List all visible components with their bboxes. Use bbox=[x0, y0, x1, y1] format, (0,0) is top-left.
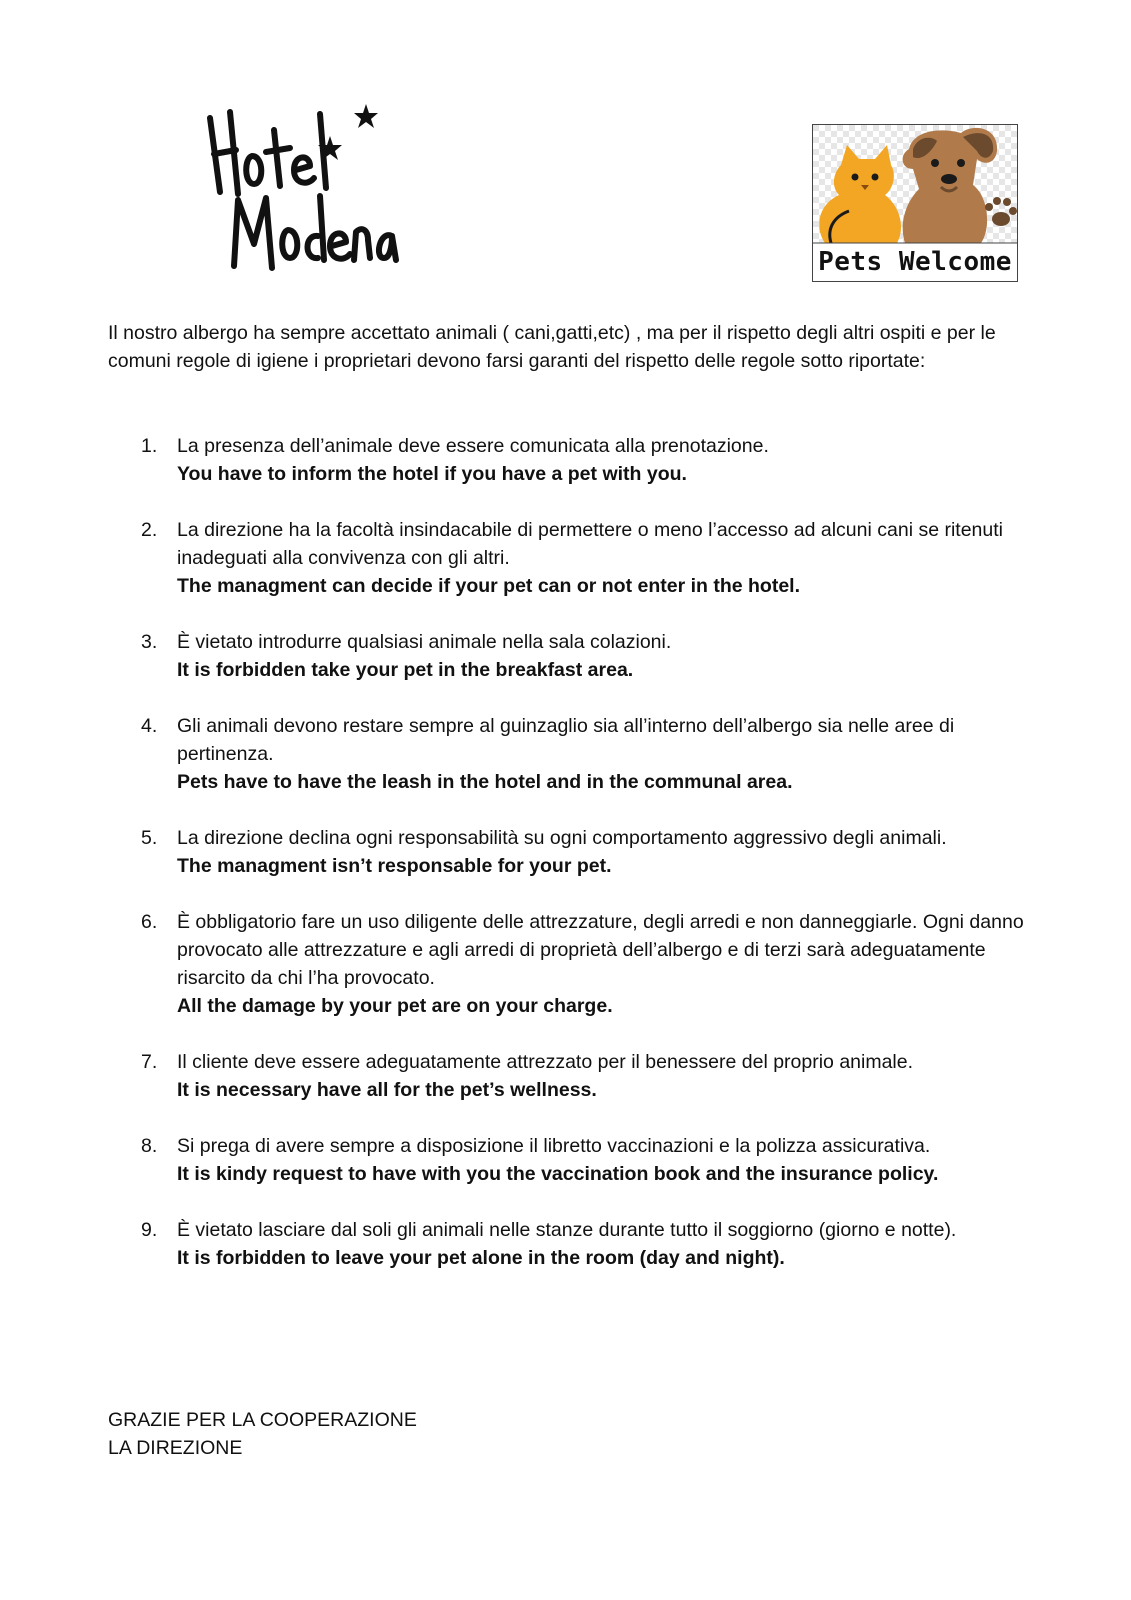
rule-text-english: It is kindy request to have with you the vaccination book and the insurance policy. bbox=[177, 1163, 939, 1185]
rule-number: 4. bbox=[141, 715, 158, 737]
rule-text-english: The managment isn’t responsable for your pet. bbox=[177, 855, 612, 877]
intro-paragraph: Il nostro albergo ha sempre accettato animali ( cani,gatti,etc) , ma per il rispetto degli altri ospiti e per le comuni regole di igiene i proprietari devono farsi garanti del rispetto delle regole sotto riportate: bbox=[108, 322, 996, 372]
closing-signature bbox=[108, 1406, 417, 1462]
star-icon bbox=[354, 104, 378, 128]
rule-text-italian: È obbligatorio fare un uso diligente delle attrezzature, degli arredi e non danneggiarle. Ogni danno provocato alle attrezzature e agli arredi di proprietà dell’albergo e di terzi sarà adeguatamente risarcito da chi l’ha provocato. bbox=[177, 911, 1024, 989]
list-item bbox=[108, 628, 1028, 684]
list-item bbox=[108, 1132, 1028, 1188]
rule-text-italian: È vietato introdurre qualsiasi animale nella sala colazioni. bbox=[177, 631, 672, 653]
rule-number: 1. bbox=[141, 435, 158, 457]
rule-number: 5. bbox=[141, 827, 158, 849]
rule-text-italian: Gli animali devono restare sempre al guinzaglio sia all’interno dell’albergo sia nelle aree di pertinenza. bbox=[177, 715, 955, 765]
list-item bbox=[108, 908, 1028, 1020]
rule-number: 9. bbox=[141, 1219, 158, 1241]
rule-text-italian: La direzione declina ogni responsabilità su ogni comportamento aggressivo degli animali. bbox=[177, 827, 947, 849]
list-item bbox=[108, 824, 1028, 880]
list-item bbox=[108, 1216, 1028, 1272]
rule-text-english: Pets have to have the leash in the hotel and in the communal area. bbox=[177, 771, 793, 793]
rule-number: 3. bbox=[141, 631, 158, 653]
rule-text-english: It is forbidden take your pet in the breakfast area. bbox=[177, 659, 634, 681]
rule-number: 8. bbox=[141, 1135, 158, 1157]
rule-text-english: You have to inform the hotel if you have a pet with you. bbox=[177, 463, 687, 485]
rule-text-english: All the damage by your pet are on your charge. bbox=[177, 995, 613, 1017]
rule-text-italian: La direzione ha la facoltà insindacabile di permettere o meno l’accesso ad alcuni cani se ritenuti inadeguati alla convivenza con gli altri. bbox=[177, 519, 1003, 569]
rule-text-english: It is forbidden to leave your pet alone in the room (day and night). bbox=[177, 1247, 785, 1269]
hotel-modena-logo bbox=[200, 96, 400, 286]
list-item bbox=[108, 432, 1028, 488]
rule-text-italian: È vietato lasciare dal soli gli animali nelle stanze durante tutto il soggiorno (giorno e notte). bbox=[177, 1219, 957, 1241]
pets-welcome-logo bbox=[812, 124, 1018, 282]
rule-number: 6. bbox=[141, 911, 158, 933]
rule-text-english: It is necessary have all for the pet’s wellness. bbox=[177, 1079, 597, 1101]
rule-number: 2. bbox=[141, 519, 158, 541]
pets-welcome-caption: Pets Welcome bbox=[818, 247, 1012, 277]
rules-list bbox=[108, 432, 1028, 1300]
rule-text-italian: Si prega di avere sempre a disposizione il libretto vaccinazioni e la polizza assicurativa. bbox=[177, 1135, 931, 1157]
rule-text-italian: La presenza dell’animale deve essere comunicata alla prenotazione. bbox=[177, 435, 769, 457]
rule-number: 7. bbox=[141, 1051, 158, 1073]
list-item bbox=[108, 516, 1028, 600]
list-item bbox=[108, 1048, 1028, 1104]
list-item bbox=[108, 712, 1028, 796]
closing-thanks: GRAZIE PER LA COOPERAZIONE bbox=[108, 1409, 417, 1431]
closing-signatory: LA DIREZIONE bbox=[108, 1437, 243, 1459]
rule-text-italian: Il cliente deve essere adeguatamente attrezzato per il benessere del proprio animale. bbox=[177, 1051, 914, 1073]
rule-text-english: The managment can decide if your pet can or not enter in the hotel. bbox=[177, 575, 801, 597]
